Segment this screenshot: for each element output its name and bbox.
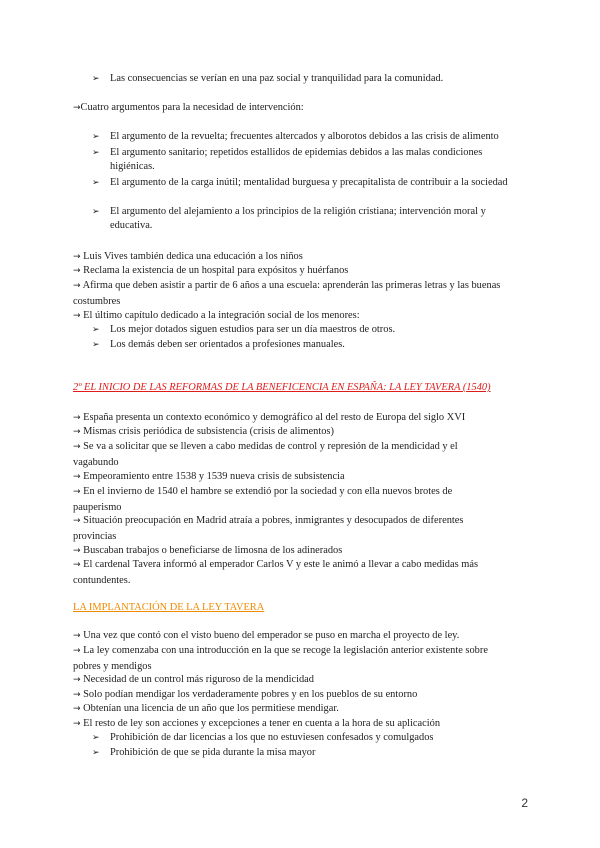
arrow-icon: →: [73, 631, 81, 641]
bullet-icon: ➢: [92, 178, 100, 188]
bullet-icon: ➢: [92, 733, 100, 743]
arrow-line: → La ley comenzaba con una introducción en la que se recoge la legislación anterior existente sobre pobres y mendigos: [73, 645, 488, 672]
arrow-icon: →: [73, 266, 81, 276]
bullet-icon: ➢: [92, 340, 100, 350]
arrow-line: → Reclama la existencia de un hospital para expósitos y huérfanos: [73, 265, 349, 276]
arrow-icon: →: [73, 646, 81, 656]
bullet-icon: ➢: [92, 148, 100, 158]
arrow-line: → Se va a solicitar que se lleven a cabo medidas de control y represión de la mendicidad y el vagabundo: [73, 441, 458, 468]
arrow-line: → Una vez que contó con el visto bueno del emperador se puso en marcha el proyecto de ley.: [73, 630, 460, 641]
arrow-line: → Solo podían mendigar los verdaderamente pobres y en los pueblos de su entorno: [73, 689, 418, 700]
arrow-icon: →: [73, 719, 81, 729]
bullet-icon: ➢: [92, 132, 100, 142]
arrow-line: → Mismas crisis periódica de subsistencia (crisis de alimentos): [73, 426, 334, 437]
arrow-line: → El resto de ley son acciones y excepciones a tener en cuenta a la hora de su aplicación: [73, 718, 441, 729]
arrow-line: → Luis Vives también dedica una educación a los niños: [73, 251, 303, 262]
arrow-icon: →: [73, 252, 81, 262]
arrow-icon: →: [73, 690, 81, 700]
arrow-line: → En el invierno de 1540 el hambre se extendió por la sociedad y con ella nuevos brotes de pauperismo: [73, 486, 453, 513]
arrow-line: → El último capítulo dedicado a la integración social de los menores:: [73, 310, 360, 321]
arrow-line: → Empeoramiento entre 1538 y 1539 nueva crisis de subsistencia: [73, 471, 345, 482]
document-page: ➢ Las consecuencias se verían en una paz social y tranquilidad para la comunidad. →Cuatro argumentos para la necesidad de intervención: ➢ El argumento de la revuelta; frecuentes altercados y alborotos debidos a las crisis de alimento ➢ El argumento sanitario; repetidos estallidos de epidemias debidos a las malas condiciones higiénicas. ➢ El argumento de la carga inútil; mentalidad burguesa y precapitalista de contribuir a la sociedad ➢ El argumento del alejamiento a los principios de la religión cristiana; intervención moral y educativa. → Luis Vives también dedica una educación a los niños → Reclama la existencia de un hospital para expósitos y huérfanos → Afirma que deben asistir a partir de 6 años a una escuela: aprenderán las primeras letras y las buenas costumbres → El último capítulo dedicado a la integración social de los menores: ➢ Los mejor dotados siguen estudios para ser un día maestros de otros. ➢ Los demás deben ser orientados a profesiones manuales. 2º EL INICIO DE LAS REFORMAS DE LA BENEFICENCIA EN ESPAÑA: LA LEY TAVERA (1540) → España presenta un contexto económico y demográfico al del resto de Europa del siglo XVI → Mismas crisis periódica de subsistencia (crisis de alimentos) → Se va a solicitar que se lleven a cabo medidas de control y represión de la mendicidad y el vagabundo → Empeoramiento entre 1538 y 1539 nueva crisis de subsistencia → En el invierno de 1540 el hambre se extendió por la sociedad y con ella nuevos brotes de pauperismo → Situación preocupación en Madrid atraía a pobres, inmigrantes y desocupados de diferentes provincias → Buscaban trabajos o beneficiarse de limosna de los adinerados → El cardenal Tavera informó al emperador Carlos V y este le animó a llevar a cabo medidas más contundentes. LA IMPLANTACIÓN DE LA LEY TAVERA → Una vez que contó con el visto bueno del emperador se puso en marcha el proyecto de ley. → La ley comenzaba con una introducción en la que se recoge la legislación anterior existente sobre pobres y mendigos → Necesidad de un control más riguroso de la mendicidad → Solo podían mendigar los verdaderamente pobres y en los pueblos de su entorno → Obtenían una licencia de un año que los permitiese mendigar. → El resto de ley son acciones y excepciones a tener en cuenta a la hora de su aplicación ➢ Prohibición de dar licencias a los que no estuviesen confesados y comulgados ➢ Prohibición de que se pida durante la misa mayor 2: [73, 73, 528, 810]
arrow-icon: →: [73, 546, 81, 556]
arrow-icon: →: [73, 516, 81, 526]
arrow-icon: →: [73, 704, 81, 714]
arrow-icon: →: [73, 487, 81, 497]
arrow-icon: →: [73, 442, 81, 452]
section-heading: LA IMPLANTACIÓN DE LA LEY TAVERA: [73, 602, 265, 613]
arrow-line: → Necesidad de un control más riguroso de la mendicidad: [73, 674, 314, 685]
bullet-icon: ➢: [92, 74, 100, 84]
section-heading: 2º EL INICIO DE LAS REFORMAS DE LA BENEFICENCIA EN ESPAÑA: LA LEY TAVERA (1540): [73, 382, 491, 393]
arrow-line: → El cardenal Tavera informó al emperador Carlos V y este le animó a llevar a cabo medidas más contundentes.: [73, 559, 478, 586]
arrow-icon: →: [73, 675, 81, 685]
arrow-icon: →: [73, 281, 81, 291]
intro-line: →Cuatro argumentos para la necesidad de intervención:: [73, 102, 304, 113]
arrow-line: → España presenta un contexto económico y demográfico al del resto de Europa del siglo XVI: [73, 412, 466, 423]
bullet-icon: ➢: [92, 325, 100, 335]
arrow-icon: →: [73, 560, 81, 570]
arrow-line: → Afirma que deben asistir a partir de 6 años a una escuela: aprenderán las primeras letras y las buenas costumbres: [73, 280, 501, 307]
arrow-icon: →: [73, 103, 81, 113]
arrow-line: → Situación preocupación en Madrid atraía a pobres, inmigrantes y desocupados de diferentes provincias: [73, 515, 464, 542]
arrow-line: → Buscaban trabajos o beneficiarse de limosna de los adinerados: [73, 545, 343, 556]
arrow-icon: →: [73, 427, 81, 437]
bullet-icon: ➢: [92, 207, 100, 217]
arrow-icon: →: [73, 311, 81, 321]
arrow-icon: →: [73, 413, 81, 423]
arrow-line: → Obtenían una licencia de un año que los permitiese mendigar.: [73, 703, 339, 714]
arrow-icon: →: [73, 472, 81, 482]
page-number: 2: [521, 796, 528, 810]
bullet-icon: ➢: [92, 748, 100, 758]
